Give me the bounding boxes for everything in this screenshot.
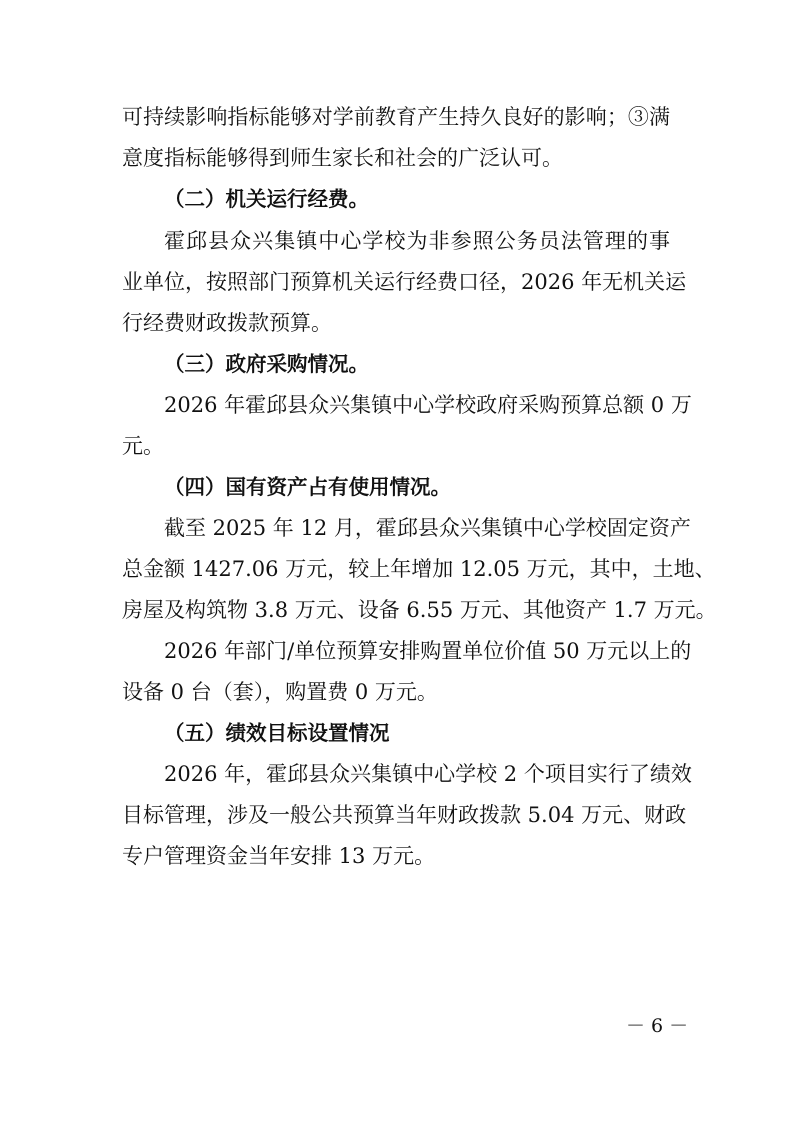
text-line: 业单位，按照部门预算机关运行经费口径，2026 年无机关运 bbox=[122, 270, 687, 294]
text-line: 行经费财政拨款预算。 bbox=[122, 311, 332, 335]
text-line: 目标管理，涉及一般公共预算当年财政拨款 5.04 万元、财政 bbox=[122, 803, 687, 827]
section-heading: （五）绩效目标设置情况 bbox=[164, 721, 390, 745]
text-line: 2026 年部门/单位预算安排购置单位价值 50 万元以上的 bbox=[164, 639, 692, 663]
section-heading: （三）政府采购情况。 bbox=[164, 352, 369, 376]
text-line: 可持续影响指标能够对学前教育产生持久良好的影响；③满 bbox=[122, 105, 670, 129]
text-line: 意度指标能够得到师生家长和社会的广泛认可。 bbox=[122, 146, 563, 170]
text-line: 总金额 1427.06 万元，较上年增加 12.05 万元，其中，土地、 bbox=[122, 557, 716, 581]
page-number: － 6 － bbox=[626, 1015, 689, 1037]
text-line: 元。 bbox=[122, 434, 164, 458]
text-line: 霍邱县众兴集镇中心学校为非参照公务员法管理的事 bbox=[164, 229, 670, 253]
text-line: 专户管理资金当年安排 13 万元。 bbox=[122, 844, 436, 868]
text-line: 截至 2025 年 12 月，霍邱县众兴集镇中心学校固定资产 bbox=[164, 516, 691, 540]
text-line: 2026 年霍邱县众兴集镇中心学校政府采购预算总额 0 万 bbox=[164, 393, 692, 417]
text-line: 2026 年，霍邱县众兴集镇中心学校 2 个项目实行了绩效 bbox=[164, 762, 692, 786]
text-line: 设备 0 台（套），购置费 0 万元。 bbox=[122, 680, 438, 704]
section-heading: （四）国有资产占有使用情况。 bbox=[164, 475, 451, 499]
text-line: 房屋及构筑物 3.8 万元、设备 6.55 万元、其他资产 1.7 万元。 bbox=[122, 598, 717, 622]
section-heading: （二）机关运行经费。 bbox=[164, 187, 369, 211]
